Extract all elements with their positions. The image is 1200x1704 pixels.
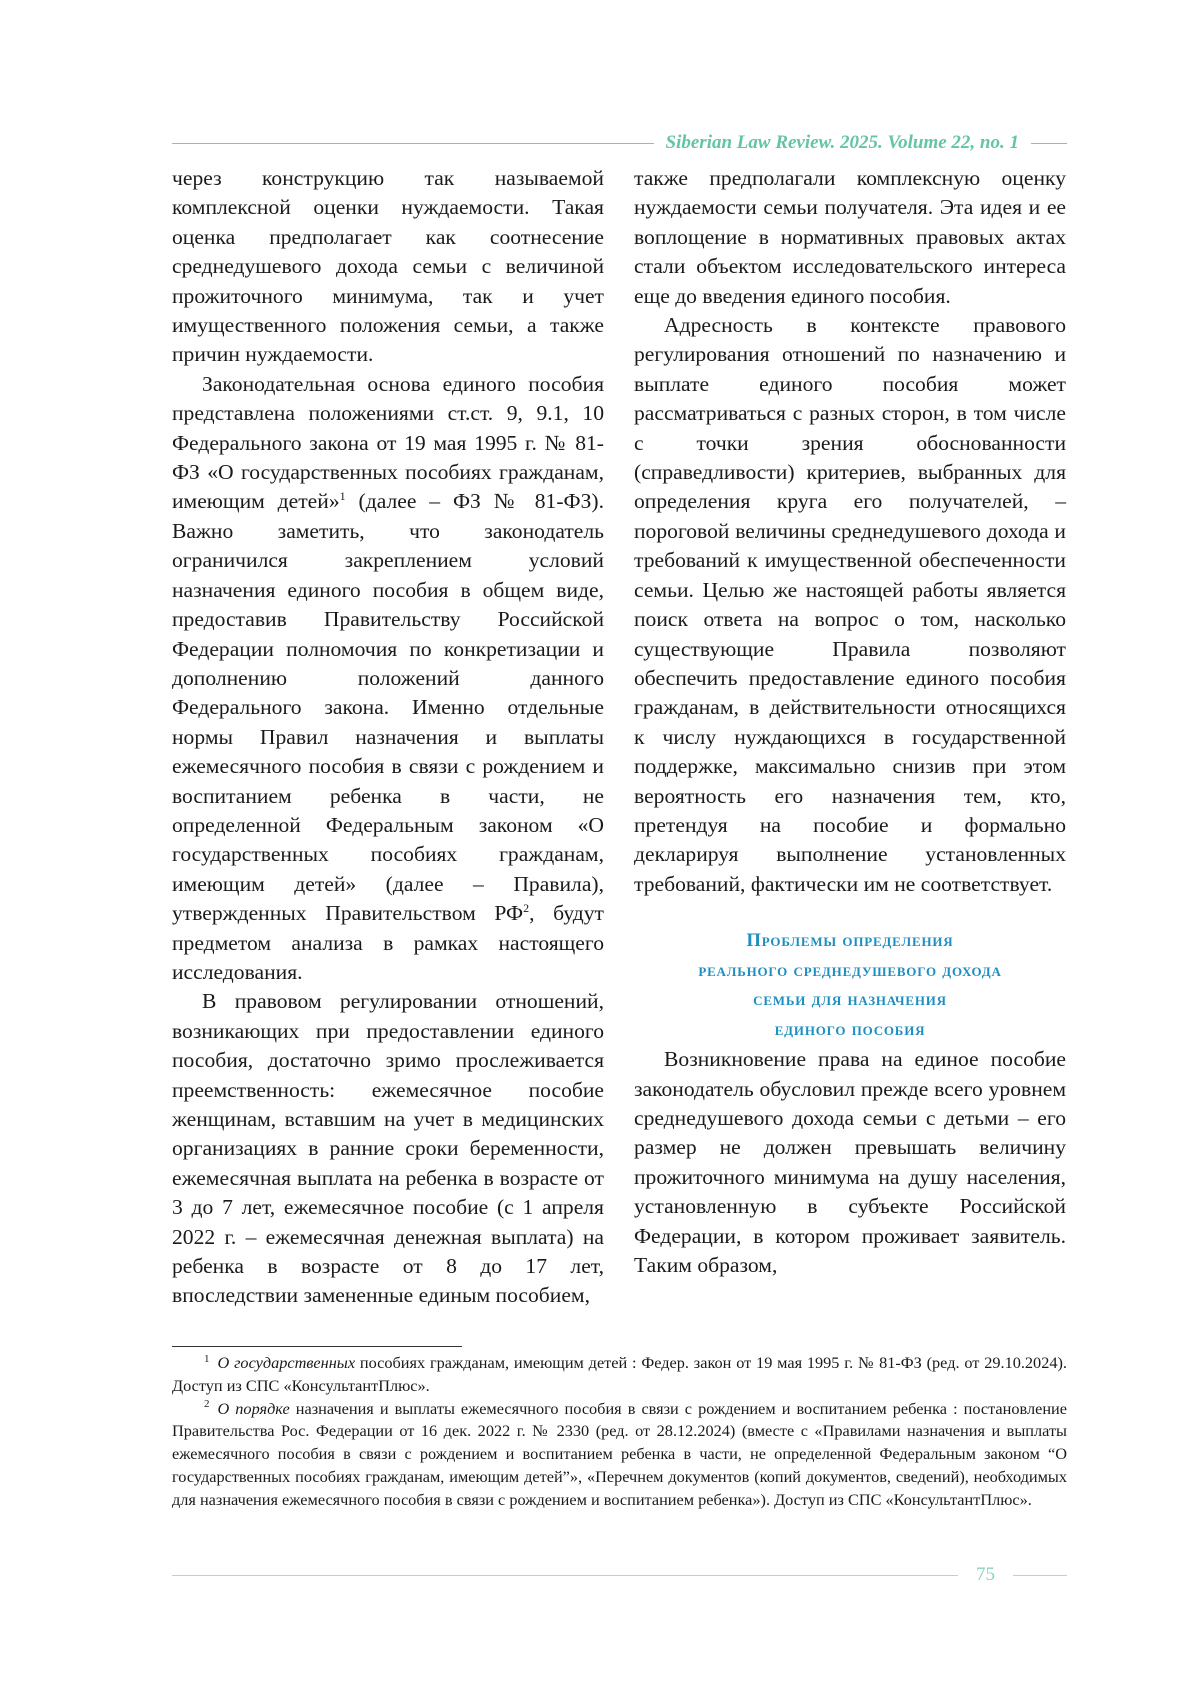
running-header bbox=[172, 128, 1067, 158]
paragraph: также предполагали комплексную оценку нуждаемости семьи получателя. Эта идея и ее воплощение в нормативных правовых актах стали объектом исследовательского интереса еще до введения единого пособия. bbox=[634, 166, 1066, 308]
right-column bbox=[634, 164, 1066, 1280]
page-footer bbox=[172, 1560, 1067, 1590]
footnote-ref: 2 bbox=[523, 900, 530, 915]
header-rule-left bbox=[172, 143, 654, 144]
paragraph: Законодательная основа единого пособия представлена положениями ст.ст. 9, 9.1, 10 Федерального закона от 19 мая 1995 г. № 81-ФЗ «О государственных пособиях гражданам, имеющим детей»$^1$ (далее – ФЗ № 81-ФЗ). Важно заметить, что законодатель ограничился закреплением условий назначения единого пособия в общем виде, предоставив Правительству Российской Федерации полномочия по конкретизации и дополнению положений данного Федерального закона. Именно отдельные нормы Правил назначения и выплаты ежемесячного пособия в связи с рождением и воспитанием ребенка в части, не определенной Федеральным законом «О государственных пособиях гражданам, имеющим детей» (далее – Правила), утвержденных Правительством $РФ^2$, будут предметом анализа в рамках настоящего исследования. bbox=[172, 371, 604, 984]
page-number: 75 bbox=[976, 1564, 995, 1585]
paragraph: В правовом регулировании отношений, возникающих при предоставлении единого пособия, достаточно зримо прослеживается преемственность: ежемесячное пособие женщинам, вставшим на учет в медицинских организациях в ранние сроки беременности, ежемесячная выплата на ребенка в возрасте от 3 до 7 лет, ежемесячное пособие (с 1 апреля 2022 г. – ежемесячная денежная выплата) на ребенка в возрасте от 8 до 17 лет, впоследствии замененные единым пособием, bbox=[172, 989, 604, 1308]
paragraph: Адресность в контексте правового регулирования отношений по назначению и выплате единого пособия может рассматриваться с разных сторон, в том числе с точки зрения обоснованности (справедливости) критериев, выбранных для определения круга его получателей, – пороговой величины среднедушевого дохода и требований к имущественной обеспеченности семьи. Целью же настоящей работы является поиск ответа на вопрос о том, насколько существующие Правила позволяют обеспечить предоставление единого пособия гражданам, в действительности относящихся к числу нуждающихся в государственной поддержке, максимально снизив при этом вероятность его назначения тем, кто, претендуя на пособие и формально декларируя выполнение установленных требований, фактически им не соответствует. bbox=[634, 313, 1066, 896]
footnote: $^2$ О порядке назначения и выплаты ежемесячного пособия в связи с рождением и воспитанием ребенка : постановление Правительства Рос. Федерации от 16 дек. 2022 г. № 2330 (ред. от 28.12.2024) (вместе с «Правилами назначения и выплаты ежемесячного пособия в связи с рождением и воспитанием ребенка в части, не определенной Федеральным законом “О государственных пособиях гражданам, имеющим детей”», «Перечнем документов (копий документов, сведений), необходимых для назначения ежемесячного пособия в связи с рождением и воспитанием ребенка»). Доступ из СПС «КонсультантПлюс». bbox=[172, 1398, 1067, 1509]
journal-title: Siberian Law Review. 2025. Volume 22, no. 1 bbox=[665, 132, 1019, 153]
left-column bbox=[172, 164, 604, 1311]
footer-rule-left bbox=[172, 1575, 958, 1576]
footnotes bbox=[172, 1352, 1067, 1512]
section-heading: Проблемы определения реального среднедушевого дохода семьи для назначения единого пособия bbox=[698, 931, 1002, 1040]
header-rule-right bbox=[1031, 143, 1067, 144]
paragraph: Возникновение права на единое пособие законодатель обусловил прежде всего уровнем среднедушевого дохода семьи с детьми – его размер не должен превышать величину прожиточного минимума на душу населения, установленную в субъекте Российской Федерации, в котором проживает заявитель. Таким образом, bbox=[634, 1047, 1066, 1277]
paragraph: через конструкцию так называемой комплексной оценки нуждаемости. Такая оценка предполагает как соотнесение среднедушевого дохода семьи с величиной прожиточного минимума, так и учет имущественного положения семьи, а также причин нуждаемости. bbox=[172, 166, 604, 367]
footnote-ref: 1 bbox=[339, 489, 346, 504]
footer-rule-right bbox=[1013, 1575, 1067, 1576]
footnote: $^1$ О государственных пособиях гражданам, имеющим детей : Федер. закон от 19 мая 1995 г. № 81-ФЗ (ред. от 29.10.2024). Доступ из СПС «КонсультантПлюс». bbox=[172, 1352, 1067, 1395]
footnote-separator bbox=[172, 1346, 462, 1347]
